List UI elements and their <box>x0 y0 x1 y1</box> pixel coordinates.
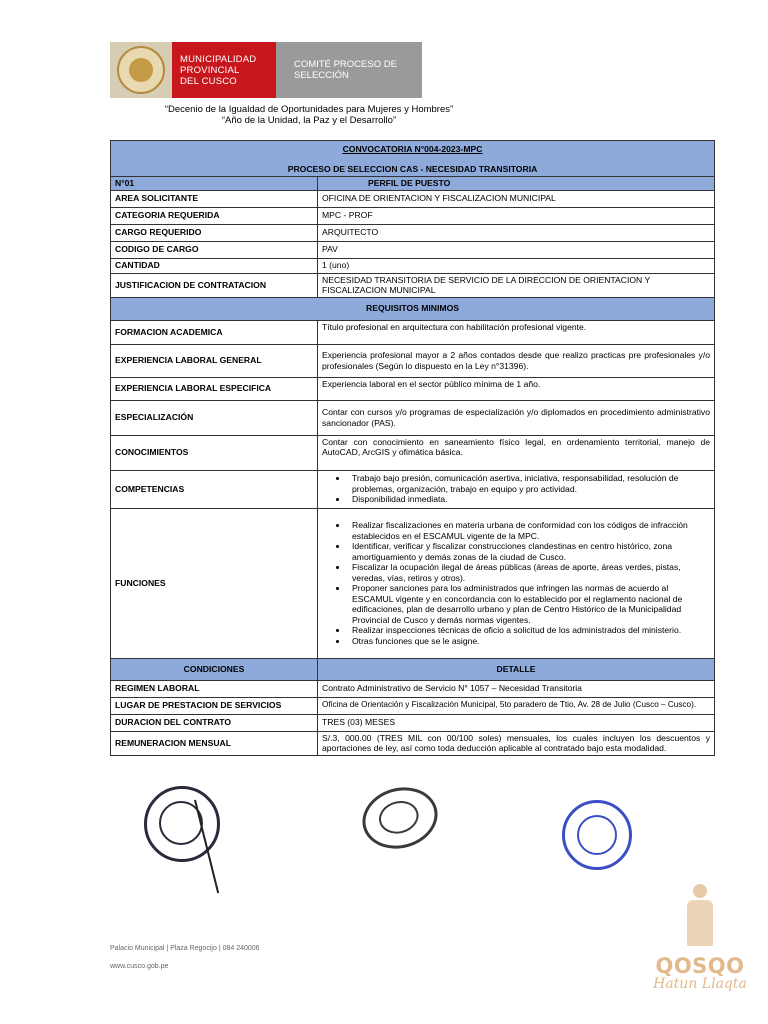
convocatoria-title: CONVOCATORIA N°004-2023-MPC <box>342 144 483 154</box>
list-item: • Trabajo bajo presión, comunicación asertiva, iniciativa, responsabilidad, resolución de problemas, organización, trabajo en equipo y pro actividad. <box>348 473 710 494</box>
info-row: CODIGO DE CARGO PAV <box>111 241 715 258</box>
job-profile-table <box>110 140 715 756</box>
condiciones-title: CONDICIONES <box>111 658 318 680</box>
municipality-seal-icon <box>110 42 172 98</box>
funciones-list <box>322 520 710 646</box>
profile-number: N°01 <box>111 177 318 191</box>
committee-banner <box>276 42 422 98</box>
profile-header-row <box>111 177 715 191</box>
document-header <box>110 42 422 98</box>
list-item: • Fiscalizar la ocupación ilegal de áreas públicas (áreas de aporte, áreas verdes, pistas, veredas, vías, retiros y otros). <box>348 562 710 583</box>
list-item: • Realizar fiscalizaciones en materia urbana de conformidad con los códigos de infracción establecidos en el ESCAMUL vigente de la MPC. <box>348 520 710 541</box>
condicion-row: REMUNERACION MENSUAL S/.3, 000.00 (TRES MIL con 00/100 soles) mensuales, los cuales incluyen los descuentos y aportaciones de ley, así como toda deducción aplicable al contratado bajo esta modalidad. <box>111 731 715 755</box>
competencias-list <box>322 473 710 505</box>
requisito-row: EXPERIENCIA LABORAL GENERAL Experiencia profesional mayor a 2 años contados desde que realizo practicas pre profesionales y/o profesionales (Según lo dispuesto en la Ley n°31396). <box>111 344 715 377</box>
info-row: CANTIDAD 1 (uno) <box>111 258 715 273</box>
info-row: CATEGORIA REQUERIDA MPC - PROF <box>111 207 715 224</box>
footer-web: www.cusco.gob.pe <box>110 963 169 970</box>
slogan-year: “Año de la Unidad, la Paz y el Desarrollo” <box>221 115 397 126</box>
proceso-title: PROCESO DE SELECCION CAS - NECESIDAD TRANSITORIA <box>287 163 538 174</box>
footer-address: Palacio Municipal | Plaza Regocijo | 084 240006 <box>110 945 260 952</box>
requisito-row: EXPERIENCIA LABORAL ESPECIFICA Experiencia laboral en el sector público mínima de 1 año. <box>111 377 715 400</box>
requisitos-title: REQUISITOS MINIMOS <box>111 297 715 320</box>
qosqo-subtitle: Hatun Llaqta <box>653 976 747 992</box>
info-row: CARGO REQUERIDO ARQUITECTO <box>111 224 715 241</box>
qosqo-name: QOSQO <box>655 954 745 978</box>
committee-name: COMITÉ PROCESO DE SELECCIÓN <box>294 59 397 81</box>
personnel-stamp-icon <box>562 800 632 870</box>
condicion-row: DURACION DEL CONTRATO TRES (03) MESES <box>111 714 715 731</box>
competencias-row: COMPETENCIAS • Trabajo bajo presión, comunicación asertiva, iniciativa, responsabilidad, resolución de problemas, organización, trabajo en equipo y pro actividad. • Disponibilidad inmediata. <box>111 470 715 508</box>
info-row: JUSTIFICACION DE CONTRATACION NECESIDAD TRANSITORIA DE SERVICIO DE LA DIRECCION DE ORIENTACION Y FISCALIZACION MUNICIPAL <box>111 273 715 297</box>
list-item: • Identificar, verificar y fiscalizar construcciones clandestinas en centro histórico, zona amortiguamiento y demás zonas de la ciudad de Cusco. <box>348 541 710 562</box>
list-item: • Proponer sanciones para los administrados que infringen las normas de acuerdo al ESCAMUL vigente y en concordancia con lo establecido por el reglamento nacional de edificaciones, plan de desarrollo urbano y plan de Centro Histórico de la Municipalidad Provincial de Cusco y demás normas vigentes. <box>348 583 710 625</box>
detalle-title: DETALLE <box>318 658 715 680</box>
municipality-banner <box>110 42 276 98</box>
requisito-row: FORMACION ACADEMICA Título profesional en arquitectura con habilitación profesional vigente. <box>111 320 715 344</box>
funciones-row: FUNCIONES • Realizar fiscalizaciones en materia urbana de conformidad con los códigos de infracción establecidos en el ESCAMUL vigente de la MPC. • Identificar, verificar y fiscalizar construcciones clandestinas en centro histórico, zona amortiguamiento y demás zonas de la ciudad de Cusco. • Fiscalizar la ocupación ilegal de áreas públicas (áreas de aporte, áreas verdes, pistas, veredas, vías, retiros y otros). • Proponer sanciones para los administrados que infringen las normas de acuerdo al ESCAMUL vigente y en concordancia con lo establecido por el reglamento nacional de edificaciones, plan de desarrollo urbano y plan de Centro Histórico de la Municipalidad Provincial de Cusco y demás normas vigentes. • Realizar inspecciones técnicas de oficio a solicitud de los administrados del ministerio. • Otras funciones que se le asigne. <box>111 508 715 658</box>
inca-figure-icon <box>680 884 720 954</box>
municipal-stamp-icon <box>356 779 445 857</box>
list-item: • Otras funciones que se le asigne. <box>348 636 710 647</box>
profile-title: PERFIL DE PUESTO <box>318 177 715 191</box>
list-item: • Realizar inspecciones técnicas de oficio a solicitud de los administrados del ministerio. <box>348 625 710 636</box>
slogan-decade: “Decenio de la Igualdad de Oportunidades para Mujeres y Hombres” <box>164 104 454 115</box>
slogans <box>0 104 768 126</box>
footer <box>110 944 260 980</box>
qosqo-logo <box>648 880 752 1004</box>
requisito-row: CONOCIMIENTOS Contar con conocimiento en saneamiento físico legal, en ordenamiento territorial, manejo de AutoCAD, ArcGIS y ofimática básica. <box>111 435 715 470</box>
condiciones-header-row <box>111 658 715 680</box>
requisitos-header-row <box>111 297 715 320</box>
title-row <box>111 141 715 177</box>
condicion-row: LUGAR DE PRESTACION DE SERVICIOS Oficina de Orientación y Fiscalización Municipal, 5to paradero de Ttio, Av. 28 de Julio (Cusco – Cusco). <box>111 697 715 714</box>
requisito-row: ESPECIALIZACIÓN Contar con cursos y/o programas de especialización y/o diplomados en procedimiento administrativo sancionador (PAS). <box>111 400 715 435</box>
condicion-row: REGIMEN LABORAL Contrato Administrativo de Servicio N° 1057 – Necesidad Transitoria <box>111 680 715 697</box>
list-item: • Disponibilidad inmediata. <box>348 494 710 505</box>
info-row: AREA SOLICITANTE OFICINA DE ORIENTACION Y FISCALIZACION MUNICIPAL <box>111 190 715 207</box>
municipality-name: MUNICIPALIDAD PROVINCIAL DEL CUSCO <box>180 53 257 87</box>
